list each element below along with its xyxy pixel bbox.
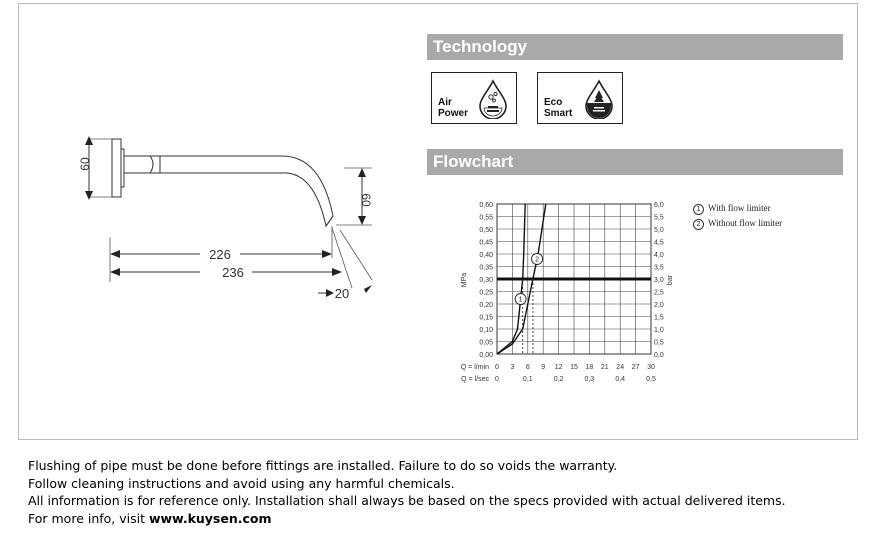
chart-y-left-tick-label: 0,45 — [479, 239, 493, 247]
chart-y-left-tick-label: 0,40 — [479, 252, 493, 259]
chart-series-marker-label-2: 2 — [535, 256, 539, 264]
chart-x-lsec-tick-label: 0,2 — [553, 376, 564, 383]
chart-x-lsec-tick-label: 0 — [495, 376, 499, 383]
chart-y-left-tick-label: 0,25 — [479, 289, 493, 297]
chart-x-lmin-tick-label: 27 — [631, 364, 640, 371]
length-236-dimension: 236 — [222, 265, 244, 280]
technology-header: Technology — [427, 34, 843, 60]
chart-y-left-tick-label: 0,50 — [479, 227, 493, 234]
chart-x-lmin-tick-label: 21 — [600, 364, 609, 371]
chart-y-right-tick-label: 3,0 — [654, 277, 664, 284]
chart-x-lmin-tick-label: 3 — [510, 364, 515, 371]
legend-label-2: Without flow limiter — [708, 218, 783, 228]
chart-y-left-tick-label: 0,60 — [479, 202, 493, 209]
chart-y-right-tick-label: 2,5 — [654, 289, 664, 297]
chart-x-lmin-tick-label: 30 — [647, 364, 655, 371]
chart-x-lsec-tick-label: 0,3 — [584, 376, 595, 383]
air-power-line2: Power — [438, 108, 469, 119]
chart-y-left-tick-label: 0,35 — [479, 264, 493, 272]
chart-x-lsec-tick-label: 0,1 — [522, 376, 533, 383]
note-reference: All information is for reference only. Installation shall always be based on the specs provided with actual delivered items. — [28, 493, 786, 508]
note-flushing: Flushing of pipe must be done before fittings are installed. Failure to do so voids the warranty. — [28, 458, 618, 473]
chart-x-lsec-tick-label: 0,5 — [646, 376, 656, 383]
chart-x-lmin-tick-label: 6 — [525, 364, 530, 371]
chart-y-right-tick-label: 5,5 — [654, 214, 664, 222]
chart-x-lsec-axis-label: Q = l/sec — [461, 376, 489, 383]
left-height-dimension: 60 — [78, 157, 92, 171]
right-height-dimension: 60 — [359, 193, 373, 207]
chart-y-right-tick-label: 5,0 — [654, 227, 664, 234]
chart-x-lsec-tick-label: 0,4 — [615, 376, 626, 383]
flowchart-header: Flowchart — [427, 149, 843, 175]
chart-y-left-tick-label: 0,10 — [479, 327, 493, 334]
chart-x-lmin-tick-label: 24 — [616, 364, 625, 371]
chart-y-right-tick-label: 2,0 — [654, 302, 664, 309]
chart-y-right-tick-label: 0,0 — [654, 352, 664, 359]
chart-x-lmin-tick-label: 15 — [570, 364, 578, 371]
chart-y-left-tick-label: 0,20 — [479, 302, 493, 309]
note-more-info-prefix: For more info, visit — [28, 511, 149, 526]
legend-label-1: With flow limiter — [708, 203, 771, 213]
chart-x-lmin-tick-label: 0 — [495, 364, 499, 371]
website-link[interactable]: www.kuysen.com — [148, 511, 272, 526]
angle-dimension: 20 — [334, 286, 350, 301]
chart-y-left-tick-label: 0,05 — [479, 339, 493, 347]
chart-x-lmin-tick-label: 18 — [585, 364, 594, 371]
chart-y-left-tick-label: 0,30 — [479, 277, 493, 284]
chart-x-lmin-tick-label: 12 — [554, 364, 563, 371]
chart-series-marker-label-1: 1 — [518, 296, 523, 304]
air-power-line1: Air — [438, 97, 452, 108]
chart-y-right-tick-label: 4,0 — [654, 252, 664, 259]
chart-y-left-tick-label: 0,00 — [479, 352, 493, 359]
length-226-dimension: 226 — [209, 247, 231, 262]
chart-y-right-axis-title: bar — [667, 274, 674, 286]
chart-y-right-tick-label: 4,5 — [654, 239, 664, 247]
chart-y-right-tick-label: 0,5 — [654, 339, 664, 347]
note-cleaning: Follow cleaning instructions and avoid using any harmful chemicals. — [28, 476, 455, 491]
legend-item-without-limiter — [693, 218, 782, 230]
chart-y-right-tick-label: 1,0 — [654, 327, 664, 334]
chart-y-left-axis-title: MPa — [461, 272, 468, 288]
legend-item-with-limiter — [693, 203, 771, 215]
chart-y-left-tick-label: 0,55 — [479, 214, 493, 222]
eco-smart-line1: Eco — [544, 97, 563, 108]
chart-y-right-tick-label: 3,5 — [654, 264, 664, 272]
eco-smart-line2: Smart — [544, 108, 573, 119]
note-more-info — [28, 511, 272, 526]
legend-number-1: 1 — [693, 204, 704, 215]
chart-y-left-tick-label: 0,15 — [479, 314, 493, 322]
chart-x-lmin-axis-label: Q = l/min — [460, 364, 489, 371]
chart-y-right-tick-label: 6,0 — [654, 202, 664, 209]
chart-x-lmin-tick-label: 9 — [541, 364, 546, 371]
legend-number-2: 2 — [693, 219, 704, 230]
chart-y-right-tick-label: 1,5 — [654, 314, 664, 322]
